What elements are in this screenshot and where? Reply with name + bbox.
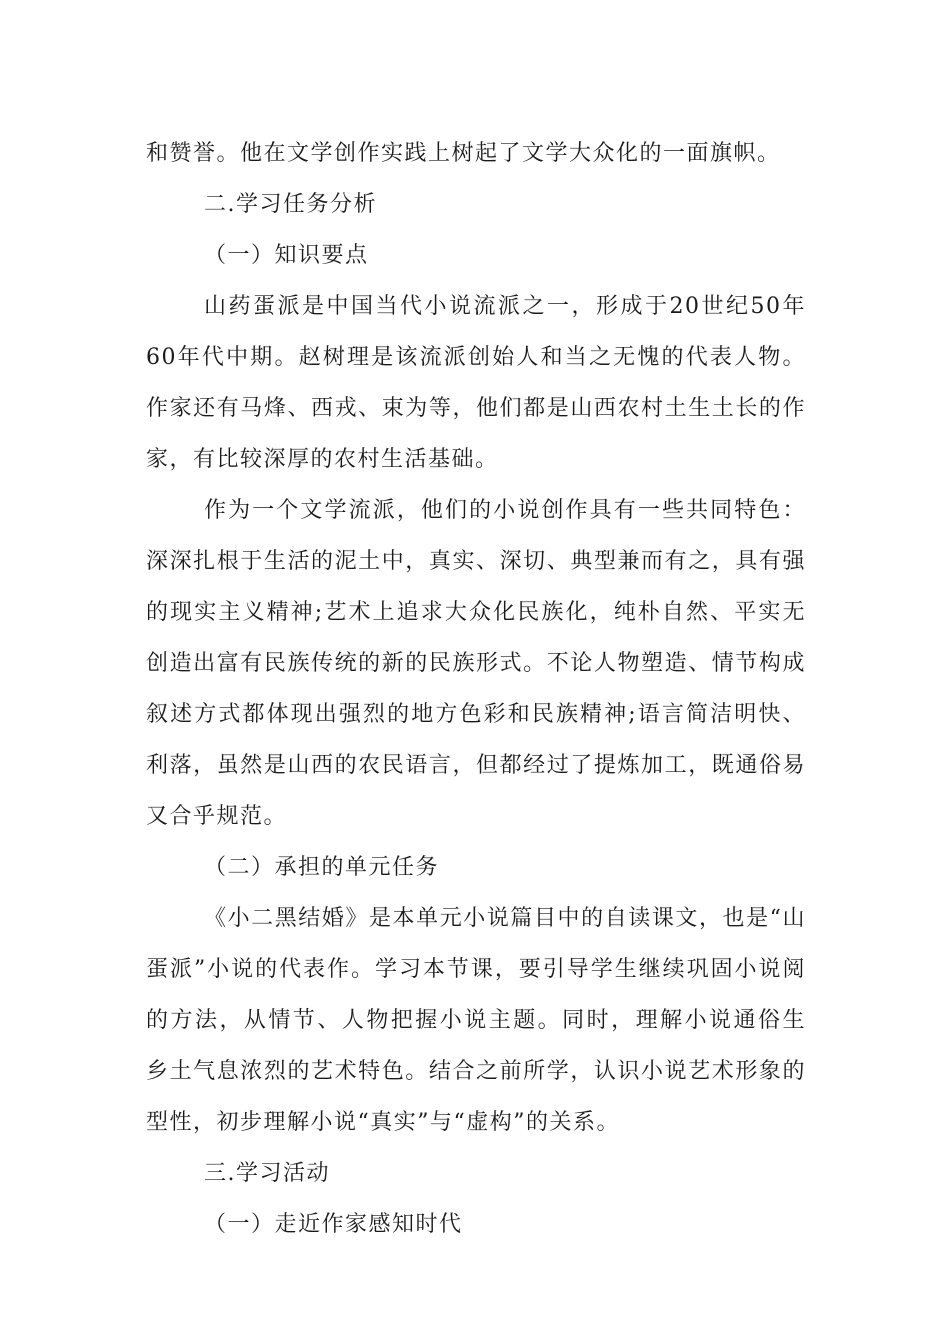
text-line: 深深扎根于生活的泥土中，真实、深切、典型兼而有之，具有强 bbox=[146, 549, 806, 574]
text-line: 作为一个文学流派，他们的小说创作具有一些共同特色： bbox=[204, 498, 806, 523]
text-line: （一）知识要点 bbox=[204, 243, 369, 268]
text-line: 又合乎规范。 bbox=[146, 804, 288, 829]
text-line: 的方法，从情节、人物把握小说主题。同时，理解小说通俗生 bbox=[146, 1008, 806, 1033]
text-line: 叙述方式都体现出强烈的地方色彩和民族精神;语言简洁明快、 bbox=[146, 702, 806, 727]
text-line: 和赞誉。他在文学创作实践上树起了文学大众化的一面旗帜。 bbox=[146, 141, 781, 166]
text-line: 山药蛋派是中国当代小说流派之一，形成于20世纪50年 bbox=[204, 294, 806, 319]
text-line: 家，有比较深厚的农村生活基础。 bbox=[146, 447, 499, 472]
text-line: 三.学习活动 bbox=[204, 1161, 330, 1186]
text-line: （一）走近作家感知时代 bbox=[204, 1212, 463, 1237]
text-line: 《小二黑结婚》是本单元小说篇目中的自读课文，也是“山 bbox=[204, 906, 806, 931]
text-line: 的现实主义精神;艺术上追求大众化民族化，纯朴自然、平实无 bbox=[146, 600, 806, 625]
text-line: 作家还有马烽、西戎、束为等，他们都是山西农村土生土长的作 bbox=[146, 396, 806, 421]
text-line: 利落，虽然是山西的农民语言，但都经过了提炼加工，既通俗易 bbox=[146, 753, 806, 778]
text-line: 乡土气息浓烈的艺术特色。结合之前所学，认识小说艺术形象的 bbox=[146, 1059, 806, 1084]
text-line: 型性，初步理解小说“真实”与“虚构”的关系。 bbox=[146, 1110, 620, 1135]
text-line: （二）承担的单元任务 bbox=[204, 855, 440, 880]
document-body bbox=[146, 128, 806, 1250]
text-line: 二.学习任务分析 bbox=[204, 192, 377, 217]
text-line: 蛋派”小说的代表作。学习本节课，要引导学生继续巩固小说阅 bbox=[146, 957, 806, 982]
text-line: 60年代中期。赵树理是该流派创始人和当之无愧的代表人物。 bbox=[146, 345, 806, 370]
text-line: 创造出富有民族传统的新的民族形式。不论人物塑造、情节构成 bbox=[146, 651, 806, 676]
